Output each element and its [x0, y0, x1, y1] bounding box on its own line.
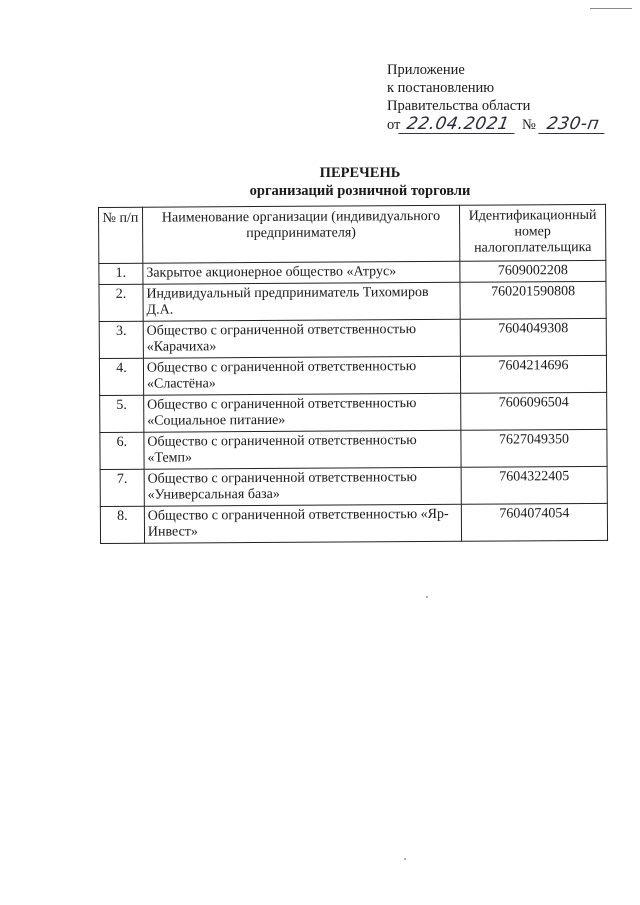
row-organization-name: Общество с ограниченной ответственностью «Социальное питание» [144, 393, 461, 432]
row-organization-name: Общество с ограниченной ответственностью «Яр-Инвест» [144, 504, 461, 543]
table-row [100, 503, 607, 543]
handwritten-date: 22.04.2021 [399, 115, 518, 134]
scan-speck [404, 858, 406, 860]
row-organization-name: Общество с ограниченной ответственностью «Карачиха» [143, 319, 460, 358]
row-inn: 7627049350 [461, 429, 607, 467]
row-number: 6. [100, 432, 144, 469]
appendix-label: Приложение [387, 62, 465, 78]
appendix-date-number-line [387, 115, 606, 134]
row-organization-name: Общество с ограниченной ответственностью «Сластёна» [143, 356, 460, 395]
appendix-block [387, 61, 606, 134]
table-row [99, 281, 606, 321]
row-inn: 7604049308 [460, 318, 606, 356]
row-organization-name: Общество с ограниченной ответственностью «Универсальная база» [144, 467, 461, 506]
row-inn: 7609002208 [460, 260, 606, 282]
handwritten-number: 230-п [538, 115, 607, 134]
title-subheading: организаций розничной торговли [249, 183, 471, 199]
row-organization-name: Закрытое акционерное общество «Атрус» [143, 261, 460, 284]
table-row [100, 466, 607, 506]
organizations-table [98, 204, 608, 544]
row-organization-name: Общество с ограниченной ответственностью «Темп» [144, 430, 461, 469]
appendix-resolution-ref: к постановлению [387, 80, 495, 96]
date-prefix: от [387, 117, 401, 133]
row-inn: 7604074054 [461, 503, 607, 541]
header-organization-name: Наименование организации (индивидуального предпринимателя) [142, 205, 459, 263]
row-inn: 7606096504 [461, 392, 607, 430]
scan-edge-mark [590, 8, 632, 9]
document-title [0, 164, 640, 200]
row-number: 3. [99, 321, 143, 358]
header-number: № п/п [99, 207, 143, 263]
table-row [99, 355, 606, 395]
header-inn: Идентификационный номер налогоплательщика [460, 204, 606, 261]
row-number: 7. [100, 469, 144, 506]
row-number: 4. [99, 358, 143, 395]
number-sign: № [522, 117, 536, 133]
table-row [100, 429, 607, 469]
row-inn: 760201590808 [460, 281, 606, 319]
scan-speck [426, 596, 428, 598]
row-inn: 7604322405 [461, 466, 607, 504]
appendix-government-ref: Правительства области [387, 98, 531, 114]
row-organization-name: Индивидуальный предприниматель Тихомиров Д.А. [143, 282, 460, 321]
row-inn: 7604214696 [460, 355, 606, 393]
table-row [99, 318, 606, 358]
table-header-row [99, 204, 606, 263]
row-number: 2. [99, 284, 143, 321]
title-heading: ПЕРЕЧЕНЬ [319, 165, 401, 181]
table-row [100, 392, 607, 432]
row-number: 8. [100, 506, 144, 543]
row-number: 5. [100, 395, 144, 432]
row-number: 1. [99, 263, 143, 284]
